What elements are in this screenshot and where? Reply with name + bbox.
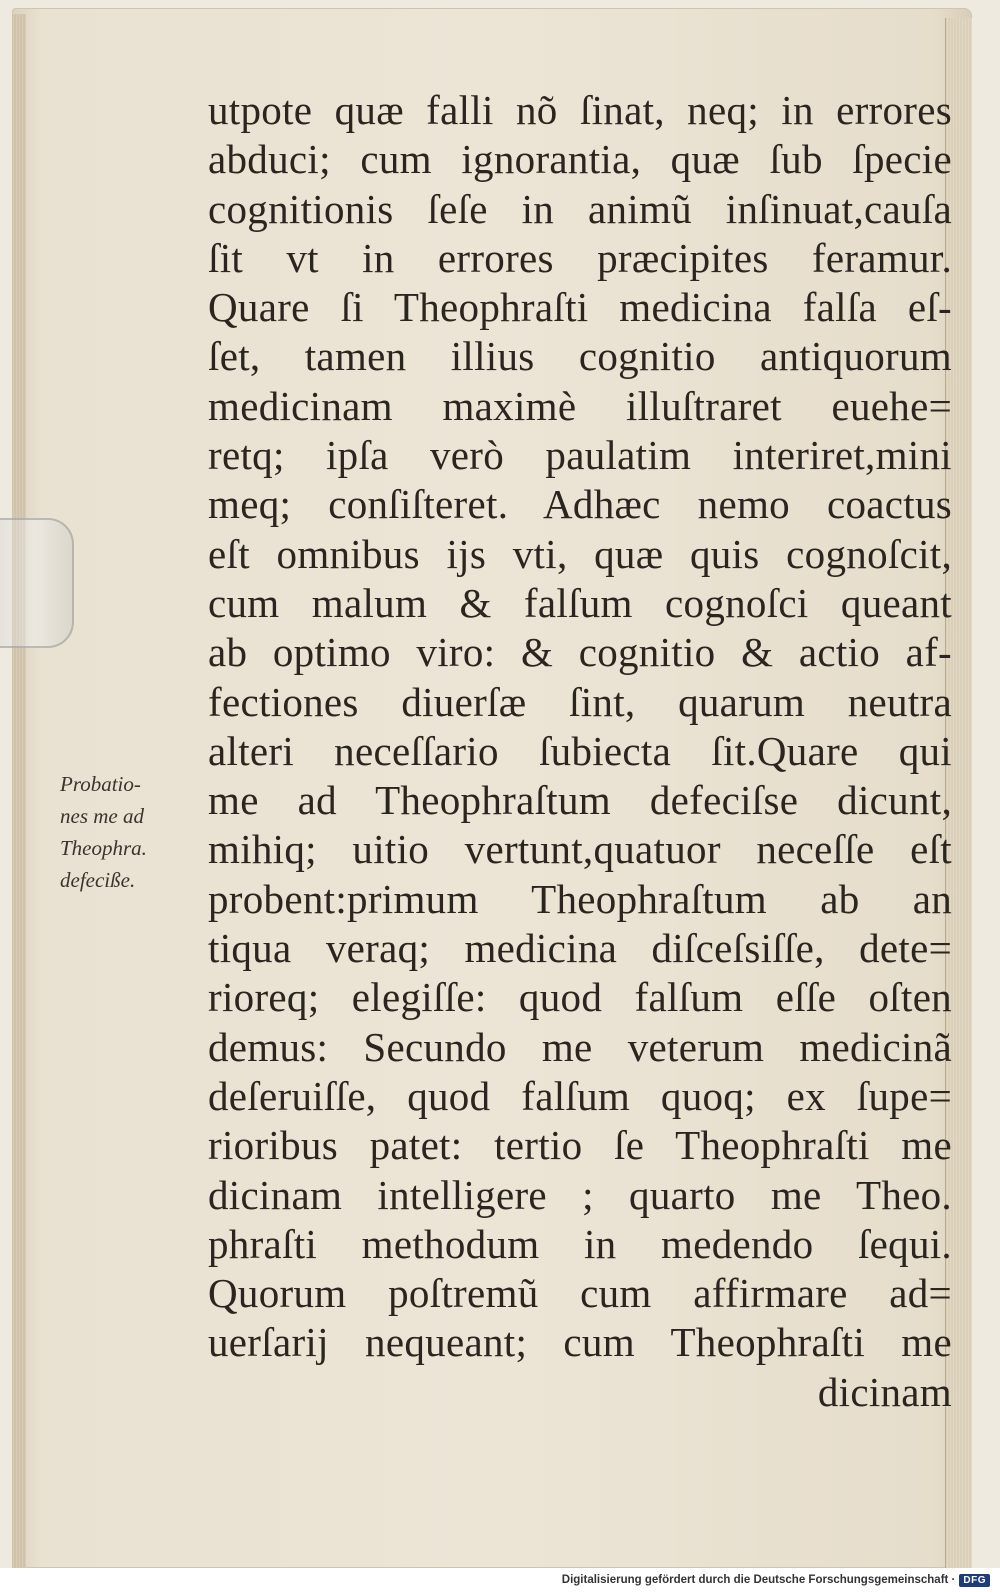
text-line: medicinam maximè illuſtraret euehe=	[208, 382, 952, 429]
body-text	[208, 86, 952, 1417]
text-line: Quare ſi Theophraſti medicina falſa eſ-	[208, 284, 952, 331]
text-line: demus: Secundo me veterum medicinã	[208, 1023, 952, 1070]
marginal-note-line: Theophra.	[60, 836, 147, 860]
text-line: uerſarij nequeant; cum Theophraſti me	[208, 1319, 952, 1366]
text-line: ſet, tamen illius cognitio antiquorum	[208, 333, 952, 380]
text-line: alteri neceſſario ſubiecta ſit.Quare qui	[208, 727, 952, 774]
text-line: phraſti methodum in medendo ſequi.	[208, 1220, 952, 1267]
footer-credit: Digitalisierung gefördert durch die Deutsche Forschungsgemeinschaft ·	[561, 1574, 956, 1586]
text-line: mihiq; uitio vertunt,quatuor neceſſe eſt	[208, 826, 952, 873]
text-line: deſeruiſſe, quod falſum quoq; ex ſupe=	[208, 1072, 952, 1119]
marginal-note	[60, 768, 200, 896]
text-line: me ad Theophraſtum defeciſse dicunt,	[208, 777, 952, 824]
text-line: ſit vt in errores præcipites feramur.	[208, 234, 952, 281]
text-line: abduci; cum ignorantia, quæ ſub ſpecie	[208, 136, 952, 183]
text-line: probent:primum Theophraſtum ab an	[208, 875, 952, 922]
page-edges-left	[12, 14, 26, 1576]
text-line: tiqua veraq; medicina diſceſsiſſe, dete=	[208, 925, 952, 972]
text-line: fectiones diuerſæ ſint, quarum neutra	[208, 678, 952, 725]
text-line: dicinam intelligere ; quarto me Theo.	[208, 1171, 952, 1218]
text-line: ab optimo viro: & cognitio & actio af-	[208, 629, 952, 676]
text-line: meq; conſiſteret. Adhæc nemo coactus	[208, 481, 952, 528]
catchword: dicinam	[817, 1368, 952, 1415]
marginal-note-line: Probatio-	[60, 772, 141, 796]
dfg-logo: DFG	[959, 1574, 990, 1587]
text-line: retq; ipſa verò paulatim interiret,mini	[208, 432, 952, 479]
text-line: cognitionis ſeſe in animũ inſinuat,cauſa	[208, 185, 952, 232]
marginal-note-line: defeciße.	[60, 868, 136, 892]
text-line: rioribus patet: tertio ſe Theophraſti me	[208, 1122, 952, 1169]
text-line: eſt omnibus ijs vti, quæ quis cognoſcit,	[208, 530, 952, 577]
marginal-note-line: nes me ad	[60, 804, 144, 828]
text-line: cum malum & falſum cognoſci queant	[208, 579, 952, 626]
book-page	[12, 8, 972, 1568]
text-line: utpote quæ falli nõ ſinat, neq; in errores	[208, 87, 952, 133]
text-line: rioreq; elegiſſe: quod falſum eſſe oſten	[208, 974, 952, 1021]
book-clip	[0, 518, 74, 648]
digitization-footer	[0, 1568, 1000, 1592]
text-line: Quorum poſtremũ cum affirmare ad=	[208, 1270, 952, 1317]
